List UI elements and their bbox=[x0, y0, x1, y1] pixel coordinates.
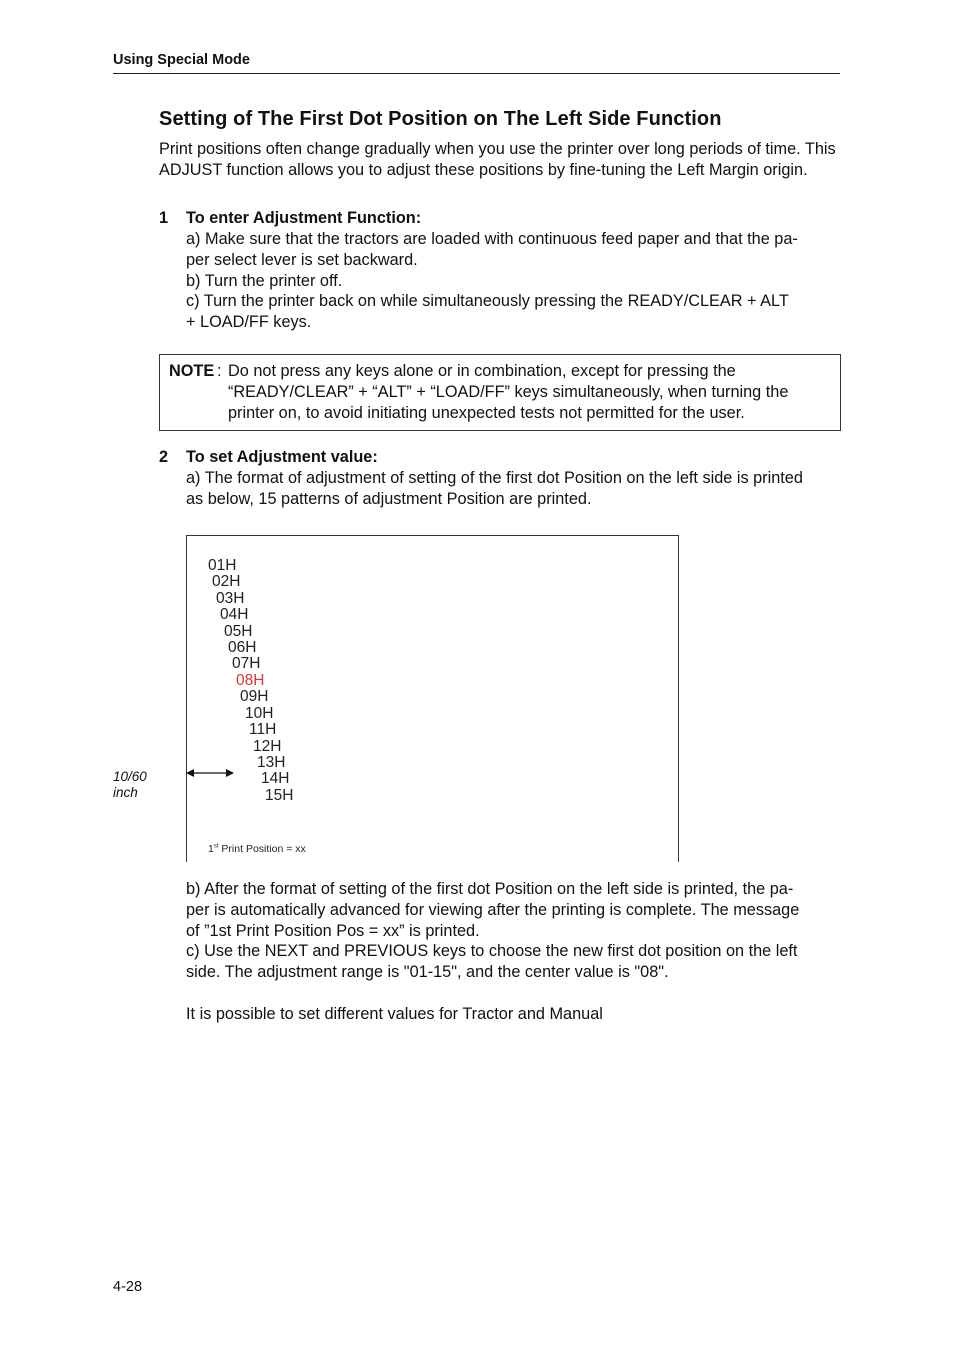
pattern-13h: 13H bbox=[257, 754, 286, 771]
note-box bbox=[159, 354, 841, 431]
double-arrow-icon bbox=[184, 762, 236, 784]
caption-sup: st bbox=[213, 843, 219, 850]
adjustment-pattern-figure bbox=[186, 535, 679, 862]
after-line: c) Use the NEXT and PREVIOUS keys to choose the new first dot position on the left bbox=[186, 942, 798, 961]
note-text bbox=[228, 361, 832, 423]
pattern-09h: 09H bbox=[240, 688, 269, 705]
page-number: 4-28 bbox=[113, 1279, 143, 1295]
after-line: of ”1st Print Position Pos = xx” is printed. bbox=[186, 921, 480, 940]
step-1-title: To enter Adjustment Function: bbox=[186, 209, 422, 227]
pattern-10h: 10H bbox=[245, 705, 274, 722]
pattern-15h: 15H bbox=[265, 787, 294, 804]
closing-line: It is possible to set different values for Tractor and Manual bbox=[186, 1005, 603, 1023]
after-line: side. The adjustment range is "01-15", and the center value is "08". bbox=[186, 963, 669, 982]
pattern-05h: 05H bbox=[224, 623, 253, 640]
after-figure-body bbox=[186, 879, 842, 983]
note-line: Do not press any keys alone or in combination, except for pressing the bbox=[228, 362, 736, 380]
step-1-line: c) Turn the printer back on while simultaneously pressing the READY/CLEAR + ALT bbox=[186, 292, 789, 311]
pattern-11h: 11H bbox=[249, 721, 277, 738]
header-rule bbox=[113, 73, 840, 74]
step-2-line: a) The format of adjustment of setting of the first dot Position on the left side is printed bbox=[186, 469, 803, 487]
pattern-01h: 01H bbox=[208, 557, 237, 574]
pattern-12h: 12H bbox=[253, 738, 282, 755]
offset-label bbox=[113, 769, 147, 800]
note-line: printer on, to avoid initiating unexpected tests not permitted for the user. bbox=[228, 403, 745, 422]
intro-paragraph: Print positions often change gradually when you use the printer over long periods of time. This ADJUST function allows you to adjust these positions by fine-tuning the Left Margin origin. bbox=[159, 140, 836, 179]
step-1-number: 1 bbox=[159, 209, 169, 227]
pattern-02h: 02H bbox=[212, 573, 241, 590]
step-2-title: To set Adjustment value: bbox=[186, 448, 378, 466]
pattern-04h: 04H bbox=[220, 606, 249, 623]
pattern-07h: 07H bbox=[232, 655, 261, 672]
step-2-number: 2 bbox=[159, 448, 169, 466]
after-line: b) After the format of setting of the first dot Position on the left side is printed, the pa- bbox=[186, 880, 794, 898]
step-1-line: a) Make sure that the tractors are loaded with continuous feed paper and that the pa- bbox=[186, 230, 798, 248]
note-line: “READY/CLEAR” + “ALT” + “LOAD/FF” keys simultaneously, when turning the bbox=[228, 382, 789, 401]
note-label: NOTE bbox=[169, 362, 215, 380]
pattern-03h: 03H bbox=[216, 590, 245, 607]
section-title: Setting of The First Dot Position on The Left Side Function bbox=[159, 108, 722, 130]
note-colon: : bbox=[217, 362, 222, 380]
step-1-line: b) Turn the printer off. bbox=[186, 271, 343, 290]
step-2-body bbox=[186, 468, 842, 510]
step-1-line: per select lever is set backward. bbox=[186, 250, 418, 269]
running-header: Using Special Mode bbox=[113, 52, 250, 68]
figure-caption bbox=[208, 843, 306, 855]
step-1-line: + LOAD/FF keys. bbox=[186, 313, 312, 332]
pattern-06h: 06H bbox=[228, 639, 257, 656]
caption-rest: Print Position = xx bbox=[218, 843, 306, 855]
step-1-body bbox=[186, 229, 842, 333]
offset-label-unit: inch bbox=[113, 784, 138, 800]
after-line: per is automatically advanced for viewing after the printing is complete. The message bbox=[186, 900, 800, 919]
pattern-08h-highlighted: 08H bbox=[236, 672, 265, 689]
offset-label-value: 10/60 bbox=[113, 769, 147, 784]
pattern-14h: 14H bbox=[261, 770, 290, 787]
step-2-line: as below, 15 patterns of adjustment Position are printed. bbox=[186, 489, 592, 508]
caption-prefix: 1 bbox=[208, 843, 214, 855]
